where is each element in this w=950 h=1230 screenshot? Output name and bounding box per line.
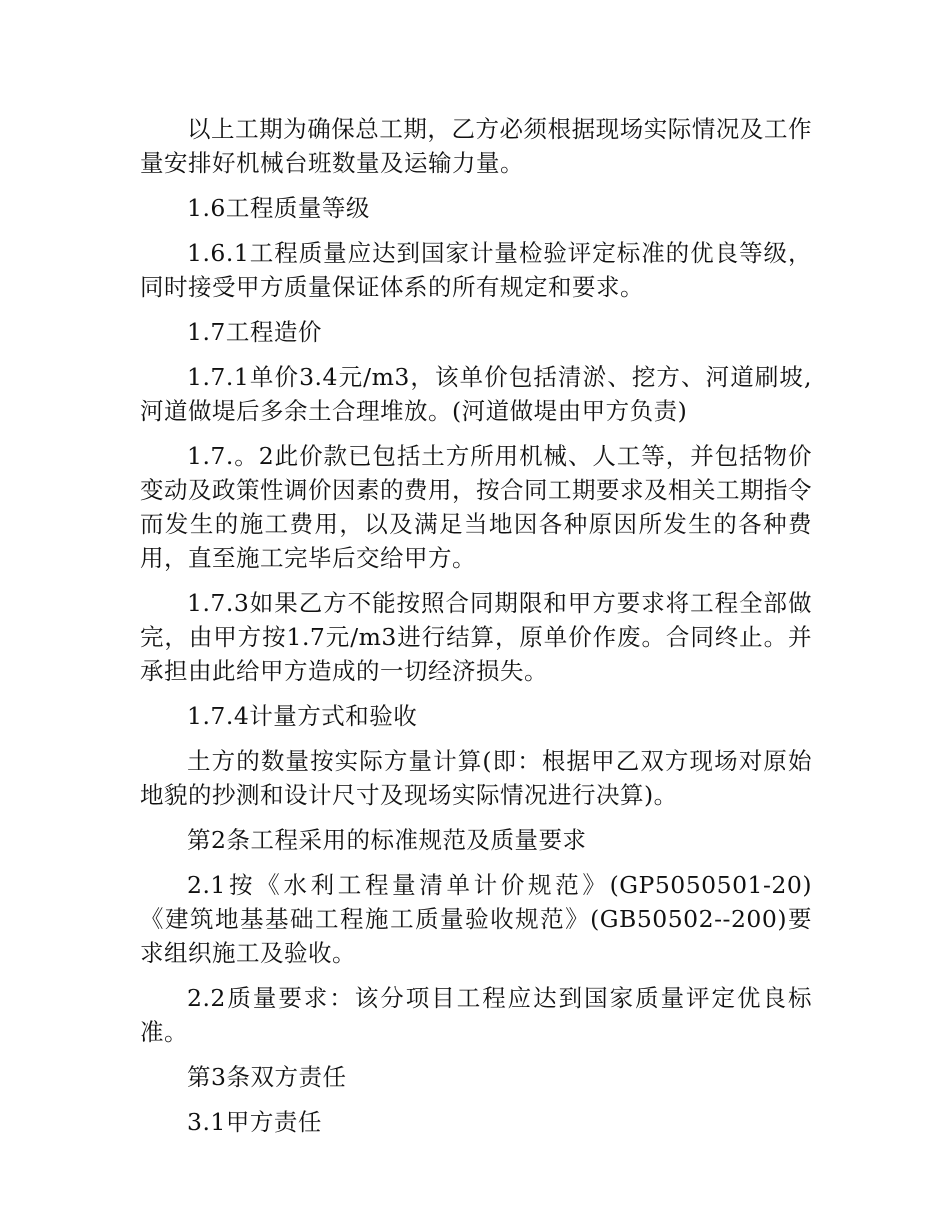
paragraph-1-7-2: 1.7.。2此价款已包括土方所用机械、人工等，并包括物价变动及政策性调价因素的费用，按合同工期要求及相关工期指令而发生的施工费用，以及满足当地因各种原因所发生的各种费用，直至施工完毕后交给甲方。 [140,442,812,572]
document-body [140,112,812,1150]
paragraph-1-7-3: 1.7.3如果乙方不能按照合同期限和甲方要求将工程全部做完，由甲方按1.7元/m3进行结算，原单价作废。合同终止。并承担由此给甲方造成的一切经济损失。 [140,589,812,685]
paragraph-earthwork-quantity: 土方的数量按实际方量计算(即：根据甲乙双方现场对原始地貌的抄测和设计尺寸及现场实际情况进行决算)。 [140,747,812,809]
paragraph-schedule-note: 以上工期为确保总工期，乙方必须根据现场实际情况及工作量安排好机械台班数量及运输力量。 [140,115,812,177]
heading-1-7-4-measurement: 1.7.4计量方式和验收 [187,702,418,730]
paragraph-1-6-1: 1.6.1工程质量应达到国家计量检验评定标准的优良等级，同时接受甲方质量保证体系的所有规定和要求。 [140,239,812,301]
heading-article-3: 第3条双方责任 [187,1063,347,1091]
heading-1-6-quality-grade: 1.6工程质量等级 [187,194,370,222]
paragraph-1-7-1: 1.7.1单价3.4元/m3，该单价包括清淤、挖方、河道刷坡,河道做堤后多余土合理堆放。(河道做堤由甲方负责) [140,363,812,425]
heading-3-1: 3.1甲方责任 [187,1108,322,1136]
paragraph-2-1: 2.1按《水利工程量清单计价规范》(GP5050501-20)《建筑地基基础工程施工质量验收规范》(GB50502--200)要求组织施工及验收。 [140,871,812,967]
paragraph-2-2: 2.2质量要求：该分项目工程应达到国家质量评定优良标准。 [140,984,812,1046]
heading-1-7-project-cost: 1.7工程造价 [187,318,322,346]
heading-article-2: 第2条工程采用的标准规范及质量要求 [187,826,587,854]
